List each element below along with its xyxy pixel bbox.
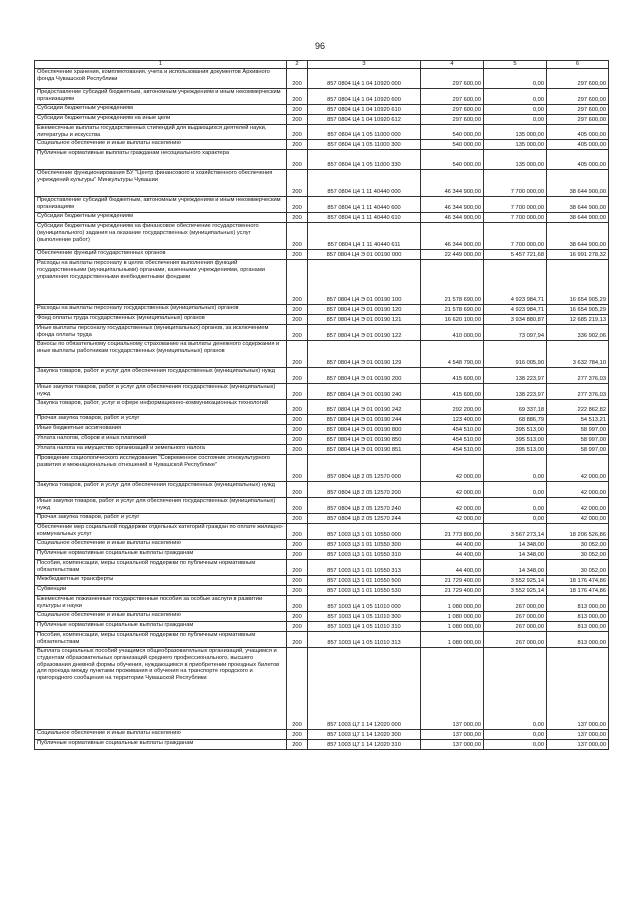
- row-col4-cell: 21 578 690,00: [421, 305, 484, 315]
- table-row: [35, 550, 609, 560]
- row-col4-cell: 415 600,00: [421, 368, 484, 384]
- row-col6-cell: 18 206 526,86: [547, 524, 609, 540]
- row-col5-cell: 0,00: [484, 498, 547, 514]
- row-col4-cell: 292 200,00: [421, 400, 484, 415]
- row-col6-cell: 222 862,82: [547, 400, 609, 415]
- row-code-cell: 857 0804 Ц4 1 04 10920 610: [308, 105, 421, 115]
- row-code-cell: 857 1003 Ц4 1 05 11010 310: [308, 622, 421, 632]
- table-row: [35, 69, 609, 89]
- table-row: [35, 150, 609, 170]
- row-name-cell: Прочая закупка товаров, работ и услуг: [35, 415, 287, 425]
- row-col6-cell: 30 052,00: [547, 540, 609, 550]
- table-row: [35, 648, 609, 730]
- row-col6-cell: 58 997,00: [547, 425, 609, 435]
- row-col6-cell: 297 600,00: [547, 69, 609, 89]
- row-name-cell: Взносы по обязательному социальному страхованию на выплаты денежного содержания и иные выплаты работникам государственных (муниципальных) органов: [35, 341, 287, 368]
- row-code-cell: 857 1003 Ц7 1 14 12020 310: [308, 740, 421, 750]
- row-name-cell: Социальное обеспечение и иные выплаты населению: [35, 612, 287, 622]
- row-col2-cell: 200: [287, 368, 308, 384]
- table-row: [35, 740, 609, 750]
- row-col4-cell: 1 080 000,00: [421, 596, 484, 612]
- row-col6-cell: 54 513,21: [547, 415, 609, 425]
- row-col6-cell: 38 644 900,00: [547, 170, 609, 197]
- row-col6-cell: 277 376,03: [547, 384, 609, 400]
- row-col6-cell: 297 600,00: [547, 105, 609, 115]
- row-col2-cell: 200: [287, 250, 308, 260]
- row-col2-cell: 200: [287, 648, 308, 730]
- row-col4-cell: 44 400,00: [421, 550, 484, 560]
- row-code-cell: 857 0804 Ц8 2 05 12570 244: [308, 514, 421, 524]
- row-code-cell: 857 0804 Ц4 1 05 11000 300: [308, 140, 421, 150]
- row-col4-cell: 4 548 790,00: [421, 341, 484, 368]
- row-col2-cell: 200: [287, 223, 308, 250]
- table-row: [35, 140, 609, 150]
- row-name-cell: Расходы на выплаты персоналу в целях обеспечения выполнения функций государственными (муниципальными) органами, казенными учреждениями, органами управления государственными внебюджетными фондами: [35, 260, 287, 305]
- table-row: [35, 341, 609, 368]
- row-code-cell: 857 0804 Ц8 2 05 12570 000: [308, 455, 421, 482]
- row-col4-cell: 540 000,00: [421, 125, 484, 140]
- row-col2-cell: 200: [287, 560, 308, 576]
- row-code-cell: 857 1003 Ц4 1 05 11010 300: [308, 612, 421, 622]
- row-col5-cell: 69 337,18: [484, 400, 547, 415]
- row-col2-cell: 200: [287, 197, 308, 213]
- table-row: [35, 325, 609, 341]
- header-cell-2: 2: [287, 61, 308, 69]
- row-code-cell: 857 1003 Ц3 1 01 10550 500: [308, 576, 421, 586]
- row-name-cell: Иные бюджетные ассигнования: [35, 425, 287, 435]
- row-col2-cell: 200: [287, 730, 308, 740]
- table-row: [35, 540, 609, 550]
- row-code-cell: 857 0804 Ц4 1 04 10920 000: [308, 69, 421, 89]
- row-col2-cell: 200: [287, 524, 308, 540]
- row-col5-cell: 267 000,00: [484, 632, 547, 648]
- row-col4-cell: 297 600,00: [421, 105, 484, 115]
- table-row: [35, 125, 609, 140]
- row-code-cell: 857 1003 Ц3 1 01 10550 000: [308, 524, 421, 540]
- table-row: [35, 213, 609, 223]
- row-col5-cell: 3 567 273,14: [484, 524, 547, 540]
- row-col6-cell: 42 000,00: [547, 455, 609, 482]
- row-col2-cell: 200: [287, 514, 308, 524]
- row-name-cell: Уплата налогов, сборов и иных платежей: [35, 435, 287, 445]
- row-col5-cell: 0,00: [484, 115, 547, 125]
- row-col2-cell: 200: [287, 213, 308, 223]
- row-name-cell: Закупка товаров, работ, услуг в сфере информационно-коммуникационных технологий: [35, 400, 287, 415]
- row-col4-cell: 46 344 900,00: [421, 213, 484, 223]
- row-col5-cell: 7 700 000,00: [484, 170, 547, 197]
- row-code-cell: 857 1003 Ц3 1 01 10550 300: [308, 540, 421, 550]
- row-col5-cell: 4 923 984,71: [484, 305, 547, 315]
- row-name-cell: Проведение социологического исследования "Современное состояние этнокультурного развития и межнациональных отношений в Чувашской Республике": [35, 455, 287, 482]
- table-row: [35, 445, 609, 455]
- row-name-cell: Пособия, компенсации, меры социальной поддержки по публичным нормативным обязательствам: [35, 632, 287, 648]
- row-col4-cell: 137 000,00: [421, 730, 484, 740]
- row-code-cell: 857 0804 Ц4 1 11 40440 611: [308, 223, 421, 250]
- row-code-cell: 857 1003 Ц7 1 14 12020 000: [308, 648, 421, 730]
- row-col6-cell: 405 000,00: [547, 140, 609, 150]
- row-col2-cell: 200: [287, 305, 308, 315]
- table-row: [35, 498, 609, 514]
- row-col6-cell: 38 644 900,00: [547, 223, 609, 250]
- row-col5-cell: 0,00: [484, 105, 547, 115]
- row-col4-cell: 44 400,00: [421, 560, 484, 576]
- row-code-cell: 857 0804 Ц4 Э 01 00190 100: [308, 260, 421, 305]
- row-code-cell: 857 0804 Ц4 Э 01 00190 200: [308, 368, 421, 384]
- row-col2-cell: 200: [287, 105, 308, 115]
- row-code-cell: 857 0804 Ц4 Э 01 00190 129: [308, 341, 421, 368]
- row-code-cell: 857 1003 Ц3 1 01 10550 313: [308, 560, 421, 576]
- row-col2-cell: 200: [287, 498, 308, 514]
- row-col5-cell: 73 097,94: [484, 325, 547, 341]
- budget-execution-table: [34, 60, 609, 750]
- row-col4-cell: 21 729 400,00: [421, 576, 484, 586]
- row-col4-cell: 297 600,00: [421, 69, 484, 89]
- row-col6-cell: 297 600,00: [547, 115, 609, 125]
- row-col6-cell: 813 000,00: [547, 596, 609, 612]
- row-col5-cell: 0,00: [484, 482, 547, 498]
- table-row: [35, 455, 609, 482]
- row-name-cell: Обеспечение мер социальной поддержки отдельных категорий граждан по оплате жилищно-коммунальных услуг: [35, 524, 287, 540]
- row-col5-cell: 916 005,90: [484, 341, 547, 368]
- table-row: [35, 384, 609, 400]
- row-col6-cell: 30 052,00: [547, 550, 609, 560]
- row-col2-cell: 200: [287, 622, 308, 632]
- row-col4-cell: 42 000,00: [421, 514, 484, 524]
- row-col5-cell: 0,00: [484, 514, 547, 524]
- row-col6-cell: 38 644 900,00: [547, 213, 609, 223]
- table-row: [35, 89, 609, 105]
- row-name-cell: Предоставление субсидий бюджетным, автономным учреждениям и иным некоммерческим организациям: [35, 89, 287, 105]
- row-col2-cell: 200: [287, 400, 308, 415]
- row-code-cell: 857 0804 Ц4 Э 01 00190 851: [308, 445, 421, 455]
- row-col5-cell: 3 552 925,14: [484, 586, 547, 596]
- table-row: [35, 115, 609, 125]
- row-name-cell: Субсидии бюджетным учреждениям на иные цели: [35, 115, 287, 125]
- table-row: [35, 197, 609, 213]
- row-col4-cell: 137 000,00: [421, 740, 484, 750]
- table-row: [35, 368, 609, 384]
- row-col5-cell: 267 000,00: [484, 622, 547, 632]
- row-col5-cell: 7 700 000,00: [484, 223, 547, 250]
- row-col5-cell: 0,00: [484, 455, 547, 482]
- row-col4-cell: 297 600,00: [421, 115, 484, 125]
- row-code-cell: 857 0804 Ц4 Э 01 00190 000: [308, 250, 421, 260]
- row-col4-cell: 410 000,00: [421, 325, 484, 341]
- row-col4-cell: 42 000,00: [421, 498, 484, 514]
- row-code-cell: 857 0804 Ц4 1 04 10920 612: [308, 115, 421, 125]
- row-code-cell: 857 0804 Ц4 Э 01 00190 244: [308, 415, 421, 425]
- row-col5-cell: 0,00: [484, 89, 547, 105]
- row-col6-cell: 12 685 219,13: [547, 315, 609, 325]
- row-name-cell: Субсидии бюджетным учреждениям: [35, 105, 287, 115]
- table-row: [35, 730, 609, 740]
- row-code-cell: 857 1003 Ц3 1 01 10550 530: [308, 586, 421, 596]
- table-row: [35, 315, 609, 325]
- row-col5-cell: 0,00: [484, 740, 547, 750]
- table-row: [35, 415, 609, 425]
- row-code-cell: 857 0804 Ц8 2 05 12570 240: [308, 498, 421, 514]
- row-col2-cell: 200: [287, 89, 308, 105]
- row-col5-cell: 3 552 925,14: [484, 576, 547, 586]
- row-col2-cell: 200: [287, 69, 308, 89]
- header-cell-3: 3: [308, 61, 421, 69]
- row-col2-cell: 200: [287, 435, 308, 445]
- row-col4-cell: 540 000,00: [421, 140, 484, 150]
- row-code-cell: 857 1003 Ц3 1 01 10550 310: [308, 550, 421, 560]
- row-code-cell: 857 0804 Ц4 1 11 40440 610: [308, 213, 421, 223]
- row-col6-cell: 38 644 900,00: [547, 197, 609, 213]
- row-col4-cell: 42 000,00: [421, 482, 484, 498]
- row-col6-cell: 30 052,00: [547, 560, 609, 576]
- table-row: [35, 612, 609, 622]
- row-code-cell: 857 0804 Ц4 1 05 11000 330: [308, 150, 421, 170]
- row-col2-cell: 200: [287, 612, 308, 622]
- row-col4-cell: 46 344 900,00: [421, 170, 484, 197]
- row-col4-cell: 22 449 000,00: [421, 250, 484, 260]
- table-row: [35, 105, 609, 115]
- table-row: [35, 435, 609, 445]
- row-col4-cell: 21 729 400,00: [421, 586, 484, 596]
- table-row: [35, 305, 609, 315]
- row-name-cell: Обеспечение функций государственных органов: [35, 250, 287, 260]
- row-col4-cell: 540 000,00: [421, 150, 484, 170]
- table-row: [35, 260, 609, 305]
- row-name-cell: Закупка товаров, работ и услуг для обеспечения государственных (муниципальных) нужд: [35, 368, 287, 384]
- row-col5-cell: 0,00: [484, 69, 547, 89]
- table-row: [35, 170, 609, 197]
- row-code-cell: 857 0804 Ц8 2 05 12570 200: [308, 482, 421, 498]
- row-col2-cell: 200: [287, 550, 308, 560]
- row-col2-cell: 200: [287, 540, 308, 550]
- row-col5-cell: 395 513,00: [484, 425, 547, 435]
- row-col6-cell: 42 000,00: [547, 514, 609, 524]
- row-col2-cell: 200: [287, 415, 308, 425]
- row-col6-cell: 42 000,00: [547, 482, 609, 498]
- row-col4-cell: 44 400,00: [421, 540, 484, 550]
- row-col6-cell: 405 000,00: [547, 125, 609, 140]
- row-code-cell: 857 0804 Ц4 1 11 40440 600: [308, 197, 421, 213]
- table-row: [35, 425, 609, 435]
- row-code-cell: 857 0804 Ц4 1 04 10920 600: [308, 89, 421, 105]
- row-name-cell: Фонд оплаты труда государственных (муниципальных) органов: [35, 315, 287, 325]
- row-col4-cell: 42 000,00: [421, 455, 484, 482]
- page-number: 96: [314, 41, 325, 51]
- row-col5-cell: 0,00: [484, 648, 547, 730]
- header-row: [35, 61, 609, 69]
- table-row: [35, 524, 609, 540]
- table-row: [35, 632, 609, 648]
- header-cell-1: 1: [35, 61, 287, 69]
- row-name-cell: Субсидии бюджетным учреждениям на финансовое обеспечение государственного (муниципального) задания на оказание государственных (муниципальных) услуг (выполнение работ): [35, 223, 287, 250]
- row-col5-cell: 68 886,79: [484, 415, 547, 425]
- row-col5-cell: 14 348,00: [484, 550, 547, 560]
- row-name-cell: Социальное обеспечение и иные выплаты населению: [35, 140, 287, 150]
- row-col2-cell: 200: [287, 341, 308, 368]
- table-row: [35, 596, 609, 612]
- row-col2-cell: 200: [287, 576, 308, 586]
- row-col6-cell: 18 176 474,86: [547, 576, 609, 586]
- row-col4-cell: 454 510,00: [421, 445, 484, 455]
- row-col2-cell: 200: [287, 445, 308, 455]
- row-col4-cell: 454 510,00: [421, 425, 484, 435]
- row-col2-cell: 200: [287, 586, 308, 596]
- row-col6-cell: 3 632 784,10: [547, 341, 609, 368]
- row-col6-cell: 16 654 905,29: [547, 260, 609, 305]
- row-col4-cell: 137 000,00: [421, 648, 484, 730]
- row-col5-cell: 135 000,00: [484, 125, 547, 140]
- row-code-cell: 857 0804 Ц4 Э 01 00190 240: [308, 384, 421, 400]
- row-col5-cell: 14 348,00: [484, 540, 547, 550]
- row-col5-cell: 7 700 000,00: [484, 197, 547, 213]
- row-code-cell: 857 0804 Ц4 Э 01 00190 122: [308, 325, 421, 341]
- row-name-cell: Субвенции: [35, 586, 287, 596]
- row-col4-cell: 1 080 000,00: [421, 632, 484, 648]
- row-col6-cell: 277 376,03: [547, 368, 609, 384]
- row-name-cell: Ежемесячные пожизненные государственные пособия за особые заслуги в развитии культуры и науки: [35, 596, 287, 612]
- row-col2-cell: 200: [287, 455, 308, 482]
- row-col6-cell: 137 000,00: [547, 648, 609, 730]
- row-col2-cell: 200: [287, 325, 308, 341]
- row-col2-cell: 200: [287, 260, 308, 305]
- row-code-cell: 857 1003 Ц7 1 14 12020 300: [308, 730, 421, 740]
- row-col5-cell: 4 923 984,71: [484, 260, 547, 305]
- row-col6-cell: 297 600,00: [547, 89, 609, 105]
- row-code-cell: 857 1003 Ц4 1 05 11010 313: [308, 632, 421, 648]
- row-name-cell: Публичные нормативные социальные выплаты гражданам: [35, 550, 287, 560]
- row-name-cell: Публичные нормативные выплаты гражданам несоциального характера: [35, 150, 287, 170]
- row-col5-cell: 138 223,97: [484, 368, 547, 384]
- row-code-cell: 857 0804 Ц4 Э 01 00190 121: [308, 315, 421, 325]
- row-col6-cell: 16 991 278,32: [547, 250, 609, 260]
- row-name-cell: Межбюджетные трансферты: [35, 576, 287, 586]
- row-col4-cell: 1 080 000,00: [421, 622, 484, 632]
- row-col5-cell: 267 000,00: [484, 596, 547, 612]
- table-row: [35, 622, 609, 632]
- row-code-cell: 857 0804 Ц4 1 05 11000 000: [308, 125, 421, 140]
- row-col6-cell: 813 000,00: [547, 612, 609, 622]
- row-name-cell: Уплата налога на имущество организаций и земельного налога: [35, 445, 287, 455]
- row-name-cell: Пособия, компенсации, меры социальной поддержки по публичным нормативным обязательствам: [35, 560, 287, 576]
- row-col6-cell: 137 000,00: [547, 740, 609, 750]
- row-col6-cell: 16 654 905,29: [547, 305, 609, 315]
- table-row: [35, 250, 609, 260]
- row-col5-cell: 5 457 721,68: [484, 250, 547, 260]
- row-code-cell: 857 0804 Ц4 Э 01 00190 120: [308, 305, 421, 315]
- row-col2-cell: 200: [287, 315, 308, 325]
- row-name-cell: Публичные нормативные социальные выплаты гражданам: [35, 740, 287, 750]
- row-col4-cell: 415 600,00: [421, 384, 484, 400]
- row-col6-cell: 405 000,00: [547, 150, 609, 170]
- row-col4-cell: 297 600,00: [421, 89, 484, 105]
- row-col5-cell: 395 513,00: [484, 435, 547, 445]
- row-col6-cell: 137 000,00: [547, 730, 609, 740]
- header-cell-5: 5: [484, 61, 547, 69]
- row-code-cell: 857 0804 Ц4 Э 01 00190 242: [308, 400, 421, 415]
- row-col5-cell: 135 000,00: [484, 150, 547, 170]
- row-col2-cell: 200: [287, 596, 308, 612]
- row-code-cell: 857 0804 Ц4 1 11 40440 000: [308, 170, 421, 197]
- row-col4-cell: 454 510,00: [421, 435, 484, 445]
- row-col2-cell: 200: [287, 632, 308, 648]
- row-col5-cell: 0,00: [484, 730, 547, 740]
- row-name-cell: Закупка товаров, работ и услуг для обеспечения государственных (муниципальных) нужд: [35, 482, 287, 498]
- row-col6-cell: 58 997,00: [547, 435, 609, 445]
- row-name-cell: Расходы на выплаты персоналу государственных (муниципальных) органов: [35, 305, 287, 315]
- header-cell-6: 6: [547, 61, 609, 69]
- row-col4-cell: 46 344 900,00: [421, 223, 484, 250]
- table-row: [35, 586, 609, 596]
- row-code-cell: 857 1003 Ц4 1 05 11010 000: [308, 596, 421, 612]
- row-name-cell: Социальное обеспечение и иные выплаты населению: [35, 730, 287, 740]
- row-name-cell: Ежемесячные выплаты государственных стипендий для выдающихся деятелей науки, литературы и искусства: [35, 125, 287, 140]
- row-name-cell: Иные закупки товаров, работ и услуг для обеспечения государственных (муниципальных) нужд: [35, 384, 287, 400]
- row-col5-cell: 395 513,00: [484, 445, 547, 455]
- row-name-cell: Публичные нормативные социальные выплаты гражданам: [35, 622, 287, 632]
- table-row: [35, 482, 609, 498]
- row-name-cell: Иные закупки товаров, работ и услуг для обеспечения государственных (муниципальных) нужд: [35, 498, 287, 514]
- row-col5-cell: 3 934 880,87: [484, 315, 547, 325]
- table-row: [35, 514, 609, 524]
- row-col4-cell: 21 578 690,00: [421, 260, 484, 305]
- row-col2-cell: 200: [287, 384, 308, 400]
- row-col5-cell: 138 223,97: [484, 384, 547, 400]
- row-name-cell: Обеспечение функционирования БУ "Центр финансового и хозяйственного обеспечения учреждений культуры" Минкультуры Чувашии: [35, 170, 287, 197]
- row-name-cell: Обеспечение хранения, комплектования, учета и использования документов Архивного фонда Чувашской Республики: [35, 69, 287, 89]
- header-cell-4: 4: [421, 61, 484, 69]
- row-col6-cell: 813 000,00: [547, 622, 609, 632]
- table-row: [35, 400, 609, 415]
- row-col6-cell: 42 000,00: [547, 498, 609, 514]
- row-col2-cell: 200: [287, 740, 308, 750]
- row-name-cell: Выплата социальных пособий учащимся общеобразовательных организаций, учащимся и студентам образовательных организаций среднего профессионального, высшего образования дневной формы обучения, нуждающимся в приобретении проездных билетов для проезда между пунктами проживания и обучения на транспорте городского и пригородного сообщения на территории Чувашской Республики: [35, 648, 287, 730]
- row-name-cell: Социальное обеспечение и иные выплаты населению: [35, 540, 287, 550]
- row-col2-cell: 200: [287, 170, 308, 197]
- row-col6-cell: 18 176 474,86: [547, 586, 609, 596]
- row-col6-cell: 336 902,06: [547, 325, 609, 341]
- row-name-cell: Иные выплаты персоналу государственных (муниципальных) органов, за исключением фонда оплаты труда: [35, 325, 287, 341]
- row-code-cell: 857 0804 Ц4 Э 01 00190 850: [308, 435, 421, 445]
- row-col4-cell: 46 344 900,00: [421, 197, 484, 213]
- row-col4-cell: 16 620 100,00: [421, 315, 484, 325]
- row-col2-cell: 200: [287, 425, 308, 435]
- row-col4-cell: 1 080 000,00: [421, 612, 484, 622]
- row-col6-cell: 58 997,00: [547, 445, 609, 455]
- row-code-cell: 857 0804 Ц4 Э 01 00190 800: [308, 425, 421, 435]
- table-row: [35, 576, 609, 586]
- row-col4-cell: 123 400,00: [421, 415, 484, 425]
- row-name-cell: Прочая закупка товаров, работ и услуг: [35, 514, 287, 524]
- row-col2-cell: 200: [287, 482, 308, 498]
- row-col6-cell: 813 000,00: [547, 632, 609, 648]
- row-col2-cell: 200: [287, 115, 308, 125]
- row-col5-cell: 7 700 000,00: [484, 213, 547, 223]
- row-col5-cell: 267 000,00: [484, 612, 547, 622]
- row-col5-cell: 14 348,00: [484, 560, 547, 576]
- row-col2-cell: 200: [287, 125, 308, 140]
- row-col4-cell: 21 773 800,00: [421, 524, 484, 540]
- row-col2-cell: 200: [287, 150, 308, 170]
- row-col5-cell: 135 000,00: [484, 140, 547, 150]
- row-name-cell: Субсидии бюджетным учреждениям: [35, 213, 287, 223]
- row-name-cell: Предоставление субсидий бюджетным, автономным учреждениям и иным некоммерческим организациям: [35, 197, 287, 213]
- table-row: [35, 560, 609, 576]
- table-row: [35, 223, 609, 250]
- row-col2-cell: 200: [287, 140, 308, 150]
